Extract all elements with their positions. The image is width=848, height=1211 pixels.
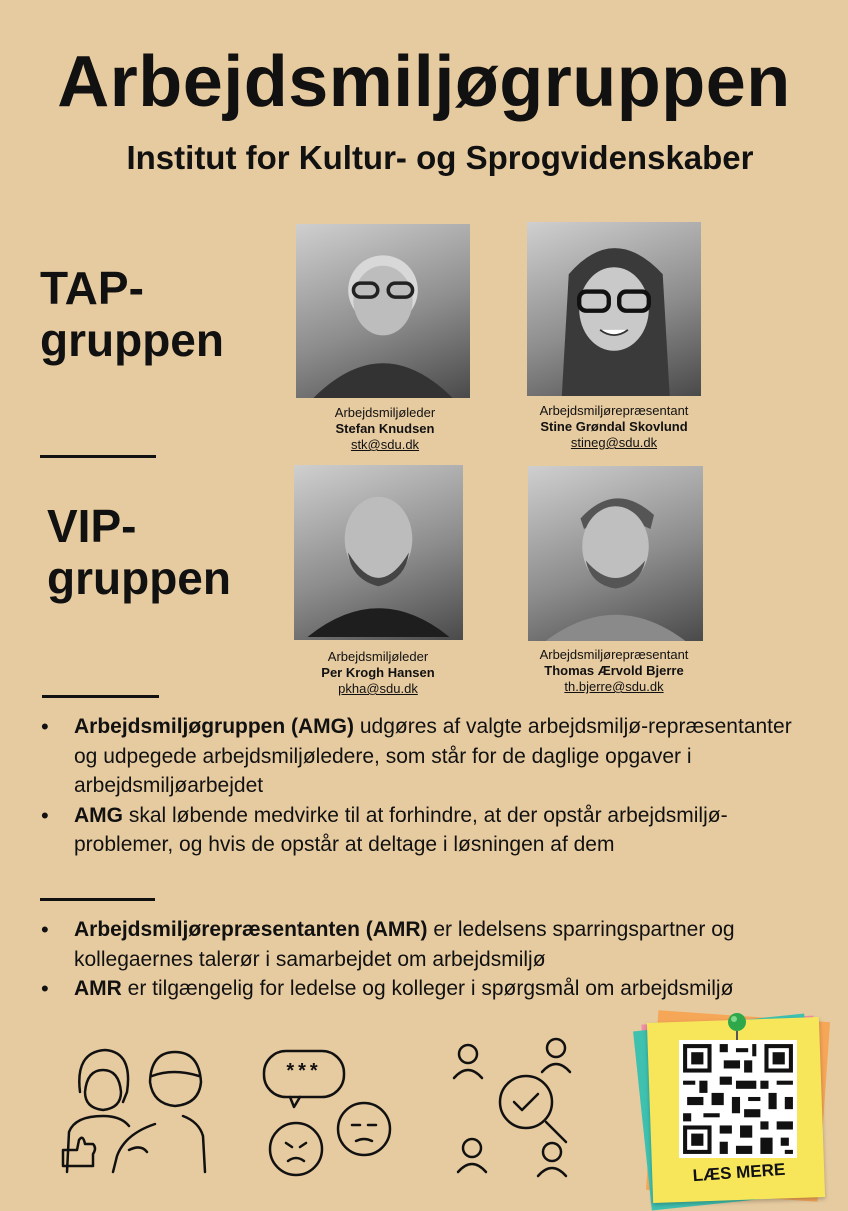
pushpin-icon xyxy=(722,1010,752,1042)
person-role: Arbejdsmiljøleder xyxy=(334,405,436,420)
list-item xyxy=(74,712,814,801)
bullet-bold-term: Arbejdsmiljørepræsentanten (AMR) xyxy=(74,918,428,941)
vip-group-label xyxy=(47,500,231,604)
bullet-text: skal løbende medvirke til at forhindre, at der opstår arbejdsmiljø-problemer, og hvis de opstår at deltage i løsningen af dem xyxy=(74,803,728,856)
tap-group-label-line1: TAP- xyxy=(40,262,144,314)
qr-label: LÆS MERE xyxy=(692,1159,786,1186)
bullet-bold-term: AMR xyxy=(74,977,122,1000)
list-item xyxy=(74,974,844,1004)
speech-bubble-text: *** xyxy=(286,1060,322,1082)
bullet-text: udgøres af valgte arbejdsmiljø-repræsentanter og udpegede arbejdsmiljøledere, som står for de daglige opgaver i arbejdsmiljøarbejdet xyxy=(74,715,792,797)
list-item xyxy=(74,915,844,974)
divider xyxy=(42,695,159,698)
tap-group-label-line2: gruppen xyxy=(40,314,224,366)
person-name: Stefan Knudsen xyxy=(335,421,435,436)
bullet-bold-term: AMG xyxy=(74,803,123,827)
conflict-speech-icon xyxy=(260,1045,400,1185)
person-caption xyxy=(499,403,729,451)
bullet-text: er tilgængelig for ledelse og kolleger i spørgsmål om arbejdsmiljø xyxy=(121,977,734,1000)
portrait-photo xyxy=(294,465,463,640)
person-role: Arbejdsmiljørepræsentant xyxy=(539,403,689,418)
amr-bullet-list xyxy=(40,915,844,1004)
divider xyxy=(40,898,155,901)
person-name: Thomas Ærvold Bjerre xyxy=(544,663,684,678)
amg-bullet-list xyxy=(40,712,814,860)
person-name: Per Krogh Hansen xyxy=(321,665,435,680)
person-role: Arbejdsmiljøleder xyxy=(327,649,429,664)
divider xyxy=(40,455,156,458)
person-email-link[interactable]: pkha@sdu.dk xyxy=(338,681,418,696)
vip-group-label-line2: gruppen xyxy=(47,552,231,604)
page-title: Arbejdsmiljøgruppen xyxy=(57,42,791,122)
person-caption xyxy=(263,649,493,697)
bullet-bold-term: Arbejdsmiljøgruppen (AMG) xyxy=(74,715,354,738)
person-email-link[interactable]: stineg@sdu.dk xyxy=(570,435,658,450)
bullet-text: er ledelsens sparringspartner og kollegaernes talerør i samarbejdet om arbejdsmiljø xyxy=(74,918,735,971)
person-email-link[interactable]: th.bjerre@sdu.dk xyxy=(564,679,664,694)
people-search-check-icon xyxy=(448,1030,588,1180)
person-email-link[interactable]: stk@sdu.dk xyxy=(350,437,420,452)
qr-code-icon[interactable] xyxy=(679,1040,797,1158)
person-caption xyxy=(499,647,729,695)
list-item xyxy=(74,801,814,860)
person-name: Stine Grøndal Skovlund xyxy=(540,419,688,434)
page-subtitle: Institut for Kultur- og Sprogvidenskaber xyxy=(126,139,754,176)
vip-group-label-line1: VIP- xyxy=(47,500,137,552)
qr-sticky-note[interactable] xyxy=(640,1010,830,1206)
tap-group-label xyxy=(40,262,224,366)
person-role: Arbejdsmiljørepræsentant xyxy=(539,647,689,662)
person-caption xyxy=(270,405,500,453)
portrait-photo xyxy=(527,222,701,396)
colleagues-thumbs-up-icon xyxy=(55,1040,215,1180)
portrait-photo xyxy=(528,466,703,641)
portrait-photo xyxy=(296,224,470,398)
